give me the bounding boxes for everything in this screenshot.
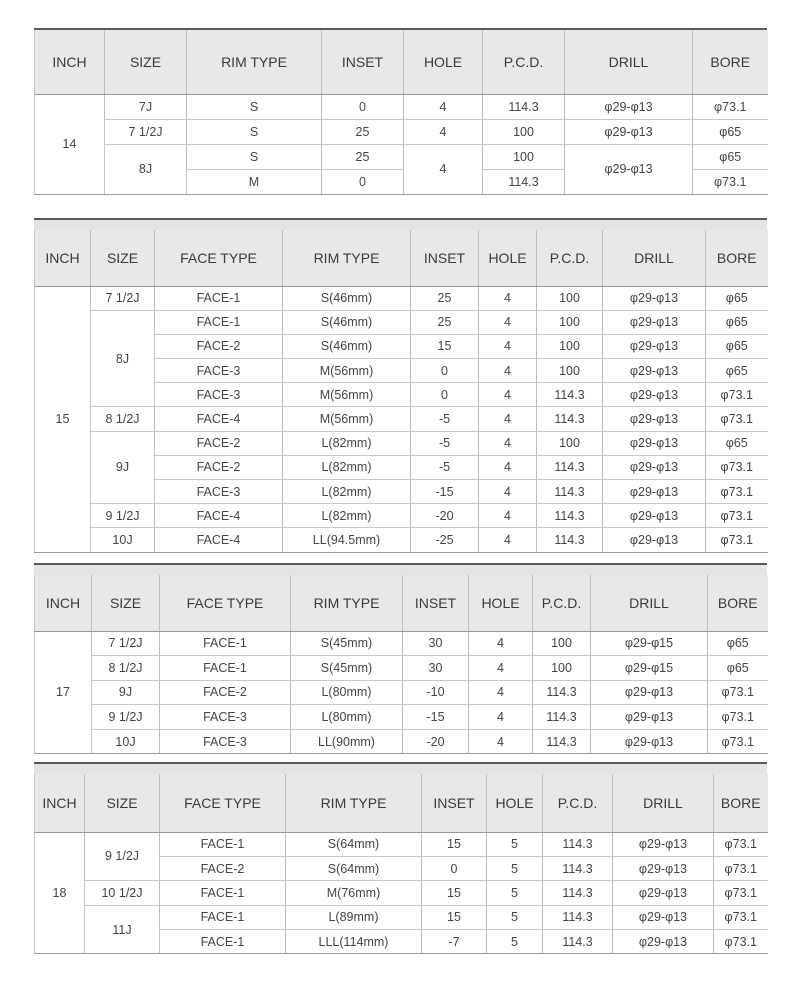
inset-cell: -15 <box>403 705 469 730</box>
col-inset: INSET <box>422 774 487 832</box>
drill-cell: φ29-φ13 <box>603 286 706 310</box>
inset-cell: 25 <box>411 310 479 334</box>
inset-cell: 0 <box>322 169 404 194</box>
inset-cell: 0 <box>411 359 479 383</box>
face-cell: FACE-4 <box>155 407 283 431</box>
hole-cell: 4 <box>479 359 537 383</box>
bore-cell: φ65 <box>706 286 768 310</box>
pcd-cell: 114.3 <box>543 832 613 856</box>
bore-cell: φ73.1 <box>714 832 768 856</box>
bore-cell: φ65 <box>708 631 768 656</box>
inset-cell: -15 <box>411 480 479 504</box>
col-inch: INCH <box>35 575 92 631</box>
face-cell: FACE-4 <box>155 504 283 528</box>
inset-cell: 15 <box>422 832 487 856</box>
hole-cell: 4 <box>479 286 537 310</box>
drill-cell: φ29-φ13 <box>603 504 706 528</box>
bore-cell: φ73.1 <box>714 856 768 880</box>
table-row <box>35 680 768 705</box>
drill-cell: φ29-φ15 <box>591 631 708 656</box>
pcd-cell: 114.3 <box>537 480 603 504</box>
bore-cell: φ73.1 <box>714 930 768 954</box>
drill-cell: φ29-φ13 <box>613 905 714 929</box>
drill-cell: φ29-φ13 <box>603 528 706 552</box>
size-cell: 8J <box>105 144 187 194</box>
col-face-type: FACE TYPE <box>155 230 283 286</box>
spec-table-15inch <box>34 218 767 553</box>
drill-cell: φ29-φ13 <box>613 856 714 880</box>
pcd-cell: 114.3 <box>543 856 613 880</box>
inset-cell: -5 <box>411 431 479 455</box>
drill-cell: φ29-φ13 <box>603 383 706 407</box>
rim-cell: LL(90mm) <box>291 729 403 754</box>
bore-cell: φ73.1 <box>706 504 768 528</box>
face-cell: FACE-1 <box>160 930 286 954</box>
drill-cell: φ29-φ13 <box>603 407 706 431</box>
col-drill: DRILL <box>565 30 693 94</box>
rim-cell: S(46mm) <box>283 286 411 310</box>
inset-cell: -20 <box>403 729 469 754</box>
pcd-cell: 114.3 <box>533 705 591 730</box>
size-cell: 10 1/2J <box>85 881 160 905</box>
inset-cell: 15 <box>411 334 479 358</box>
col-drill: DRILL <box>591 575 708 631</box>
pcd-cell: 100 <box>533 631 591 656</box>
hole-cell: 5 <box>487 930 543 954</box>
bore-cell: φ73.1 <box>706 383 768 407</box>
inch-cell: 15 <box>35 286 91 552</box>
drill-cell: φ29-φ13 <box>591 729 708 754</box>
face-cell: FACE-1 <box>160 656 291 681</box>
size-cell: 8J <box>91 310 155 407</box>
face-cell: FACE-3 <box>155 383 283 407</box>
hole-cell: 4 <box>469 705 533 730</box>
drill-cell: φ29-φ13 <box>603 310 706 334</box>
rim-cell: S(64mm) <box>286 832 422 856</box>
spec-table-14inch <box>34 28 767 195</box>
col-hole: HOLE <box>487 774 543 832</box>
hole-cell: 4 <box>479 528 537 552</box>
col-inch: INCH <box>35 774 85 832</box>
table-row <box>35 656 768 681</box>
table-row <box>35 431 768 455</box>
inset-cell: -5 <box>411 455 479 479</box>
drill-cell: φ29-φ13 <box>603 455 706 479</box>
col-bore: BORE <box>693 30 768 94</box>
rim-cell: S(64mm) <box>286 856 422 880</box>
col-inch: INCH <box>35 30 105 94</box>
col-bore: BORE <box>714 774 768 832</box>
pcd-cell: 114.3 <box>543 881 613 905</box>
bore-cell: φ73.1 <box>708 729 768 754</box>
hole-cell: 4 <box>479 407 537 431</box>
hole-cell: 4 <box>404 144 483 194</box>
face-cell: FACE-2 <box>155 431 283 455</box>
inset-cell: 0 <box>322 94 404 119</box>
col-rim-type: RIM TYPE <box>291 575 403 631</box>
col-inset: INSET <box>411 230 479 286</box>
face-cell: FACE-2 <box>155 334 283 358</box>
header-bar <box>34 764 767 774</box>
bore-cell: φ73.1 <box>708 705 768 730</box>
col-inch: INCH <box>35 230 91 286</box>
size-cell: 9 1/2J <box>85 832 160 881</box>
drill-cell: φ29-φ13 <box>603 359 706 383</box>
hole-cell: 4 <box>469 680 533 705</box>
col-hole: HOLE <box>479 230 537 286</box>
pcd-cell: 114.3 <box>533 729 591 754</box>
pcd-cell: 100 <box>537 286 603 310</box>
col-rim-type: RIM TYPE <box>283 230 411 286</box>
table-row <box>35 144 768 169</box>
inset-cell: 0 <box>411 383 479 407</box>
bore-cell: φ65 <box>706 334 768 358</box>
hole-cell: 5 <box>487 905 543 929</box>
hole-cell: 4 <box>479 504 537 528</box>
face-cell: FACE-1 <box>155 310 283 334</box>
face-cell: FACE-3 <box>155 480 283 504</box>
header-row <box>35 30 768 94</box>
bore-cell: φ65 <box>706 431 768 455</box>
inset-cell: -5 <box>411 407 479 431</box>
size-cell: 9J <box>91 431 155 504</box>
pcd-cell: 114.3 <box>537 504 603 528</box>
rim-cell: M(76mm) <box>286 881 422 905</box>
inset-cell: 25 <box>322 144 404 169</box>
face-cell: FACE-2 <box>160 856 286 880</box>
table-row <box>35 528 768 552</box>
col-size: SIZE <box>85 774 160 832</box>
col-bore: BORE <box>708 575 768 631</box>
pcd-cell: 100 <box>533 656 591 681</box>
bore-cell: φ65 <box>708 656 768 681</box>
face-cell: FACE-4 <box>155 528 283 552</box>
face-cell: FACE-1 <box>160 631 291 656</box>
rim-cell: M(56mm) <box>283 359 411 383</box>
table-row <box>35 310 768 334</box>
pcd-cell: 114.3 <box>537 407 603 431</box>
header-row <box>35 230 768 286</box>
pcd-cell: 100 <box>483 119 565 144</box>
rim-cell: S(46mm) <box>283 334 411 358</box>
size-cell: 8 1/2J <box>92 656 160 681</box>
drill-cell: φ29-φ13 <box>613 930 714 954</box>
pcd-cell: 114.3 <box>533 680 591 705</box>
table-row <box>35 631 768 656</box>
table-row <box>35 119 768 144</box>
face-cell: FACE-1 <box>160 881 286 905</box>
face-cell: FACE-2 <box>155 455 283 479</box>
drill-cell: φ29-φ13 <box>591 705 708 730</box>
col-drill: DRILL <box>613 774 714 832</box>
size-cell: 7 1/2J <box>91 286 155 310</box>
size-cell: 9 1/2J <box>91 504 155 528</box>
rim-cell: M <box>187 169 322 194</box>
hole-cell: 4 <box>479 310 537 334</box>
rim-cell: L(82mm) <box>283 431 411 455</box>
pcd-cell: 100 <box>537 334 603 358</box>
drill-cell: φ29-φ13 <box>603 480 706 504</box>
inset-cell: 30 <box>403 631 469 656</box>
pcd-cell: 114.3 <box>537 383 603 407</box>
col-bore: BORE <box>706 230 768 286</box>
hole-cell: 4 <box>479 480 537 504</box>
face-cell: FACE-3 <box>160 705 291 730</box>
col-inset: INSET <box>403 575 469 631</box>
col-face-type: FACE TYPE <box>160 774 286 832</box>
inset-cell: 25 <box>411 286 479 310</box>
hole-cell: 5 <box>487 856 543 880</box>
pcd-cell: 114.3 <box>543 905 613 929</box>
table-row <box>35 905 768 929</box>
size-cell: 7 1/2J <box>92 631 160 656</box>
pcd-cell: 100 <box>537 359 603 383</box>
size-cell: 7J <box>105 94 187 119</box>
rim-cell: L(89mm) <box>286 905 422 929</box>
header-row <box>35 575 768 631</box>
bore-cell: φ73.1 <box>706 528 768 552</box>
col-face-type: FACE TYPE <box>160 575 291 631</box>
pcd-cell: 100 <box>537 310 603 334</box>
hole-cell: 5 <box>487 832 543 856</box>
header-row <box>35 774 768 832</box>
table-row <box>35 832 768 856</box>
drill-cell: φ29-φ15 <box>591 656 708 681</box>
bore-cell: φ73.1 <box>714 905 768 929</box>
inset-cell: 0 <box>422 856 487 880</box>
col-size: SIZE <box>92 575 160 631</box>
rim-cell: LLL(114mm) <box>286 930 422 954</box>
col-rim-type: RIM TYPE <box>286 774 422 832</box>
hole-cell: 4 <box>404 119 483 144</box>
size-cell: 10J <box>92 729 160 754</box>
rim-cell: LL(94.5mm) <box>283 528 411 552</box>
hole-cell: 5 <box>487 881 543 905</box>
rim-cell: S(45mm) <box>291 656 403 681</box>
col-pcd: P.C.D. <box>483 30 565 94</box>
table-row <box>35 94 768 119</box>
rim-cell: M(56mm) <box>283 407 411 431</box>
rim-cell: L(82mm) <box>283 455 411 479</box>
table-row <box>35 881 768 905</box>
pcd-cell: 114.3 <box>537 455 603 479</box>
pcd-cell: 100 <box>483 144 565 169</box>
inset-cell: 15 <box>422 881 487 905</box>
drill-cell: φ29-φ13 <box>613 881 714 905</box>
drill-cell: φ29-φ13 <box>613 832 714 856</box>
table-row <box>35 286 768 310</box>
col-size: SIZE <box>105 30 187 94</box>
drill-cell: φ29-φ13 <box>603 334 706 358</box>
size-cell: 9 1/2J <box>92 705 160 730</box>
hole-cell: 4 <box>479 383 537 407</box>
bore-cell: φ73.1 <box>708 680 768 705</box>
inset-cell: -20 <box>411 504 479 528</box>
inch-cell: 18 <box>35 832 85 954</box>
inset-cell: -10 <box>403 680 469 705</box>
bore-cell: φ73.1 <box>706 407 768 431</box>
size-cell: 7 1/2J <box>105 119 187 144</box>
bore-cell: φ65 <box>693 144 768 169</box>
hole-cell: 4 <box>469 729 533 754</box>
pcd-cell: 100 <box>537 431 603 455</box>
inset-cell: 30 <box>403 656 469 681</box>
hole-cell: 4 <box>479 431 537 455</box>
rim-cell: M(56mm) <box>283 383 411 407</box>
rim-cell: L(82mm) <box>283 480 411 504</box>
col-rim-type: RIM TYPE <box>187 30 322 94</box>
col-size: SIZE <box>91 230 155 286</box>
table-row <box>35 504 768 528</box>
spec-table-17inch <box>34 563 767 754</box>
hole-cell: 4 <box>469 631 533 656</box>
size-cell: 10J <box>91 528 155 552</box>
inch-cell: 17 <box>35 631 92 754</box>
col-inset: INSET <box>322 30 404 94</box>
drill-cell: φ29-φ13 <box>591 680 708 705</box>
face-cell: FACE-1 <box>160 905 286 929</box>
bore-cell: φ73.1 <box>693 94 768 119</box>
header-bar <box>34 565 767 575</box>
rim-cell: L(80mm) <box>291 705 403 730</box>
col-hole: HOLE <box>469 575 533 631</box>
pcd-cell: 114.3 <box>483 169 565 194</box>
inset-cell: 25 <box>322 119 404 144</box>
spec-table-18inch <box>34 762 767 954</box>
table-row <box>35 407 768 431</box>
bore-cell: φ73.1 <box>714 881 768 905</box>
bore-cell: φ73.1 <box>693 169 768 194</box>
inch-cell: 14 <box>35 94 105 194</box>
size-cell: 11J <box>85 905 160 954</box>
pcd-cell: 114.3 <box>483 94 565 119</box>
bore-cell: φ65 <box>706 310 768 334</box>
col-pcd: P.C.D. <box>543 774 613 832</box>
pcd-cell: 114.3 <box>537 528 603 552</box>
table-row <box>35 705 768 730</box>
drill-cell: φ29-φ13 <box>565 94 693 119</box>
inset-cell: -25 <box>411 528 479 552</box>
size-cell: 9J <box>92 680 160 705</box>
bore-cell: φ65 <box>706 359 768 383</box>
face-cell: FACE-1 <box>160 832 286 856</box>
pcd-cell: 114.3 <box>543 930 613 954</box>
rim-cell: L(82mm) <box>283 504 411 528</box>
drill-cell: φ29-φ13 <box>565 119 693 144</box>
hole-cell: 4 <box>404 94 483 119</box>
col-pcd: P.C.D. <box>533 575 591 631</box>
rim-cell: L(80mm) <box>291 680 403 705</box>
drill-cell: φ29-φ13 <box>603 431 706 455</box>
header-bar <box>34 220 767 230</box>
hole-cell: 4 <box>469 656 533 681</box>
face-cell: FACE-1 <box>155 286 283 310</box>
rim-cell: S <box>187 94 322 119</box>
hole-cell: 4 <box>479 334 537 358</box>
rim-cell: S <box>187 144 322 169</box>
face-cell: FACE-2 <box>160 680 291 705</box>
face-cell: FACE-3 <box>155 359 283 383</box>
col-pcd: P.C.D. <box>537 230 603 286</box>
hole-cell: 4 <box>479 455 537 479</box>
bore-cell: φ73.1 <box>706 455 768 479</box>
rim-cell: S(46mm) <box>283 310 411 334</box>
table-row <box>35 729 768 754</box>
inset-cell: 15 <box>422 905 487 929</box>
rim-cell: S(45mm) <box>291 631 403 656</box>
bore-cell: φ73.1 <box>706 480 768 504</box>
inset-cell: -7 <box>422 930 487 954</box>
rim-cell: S <box>187 119 322 144</box>
col-hole: HOLE <box>404 30 483 94</box>
bore-cell: φ65 <box>693 119 768 144</box>
size-cell: 8 1/2J <box>91 407 155 431</box>
col-drill: DRILL <box>603 230 706 286</box>
face-cell: FACE-3 <box>160 729 291 754</box>
drill-cell: φ29-φ13 <box>565 144 693 194</box>
